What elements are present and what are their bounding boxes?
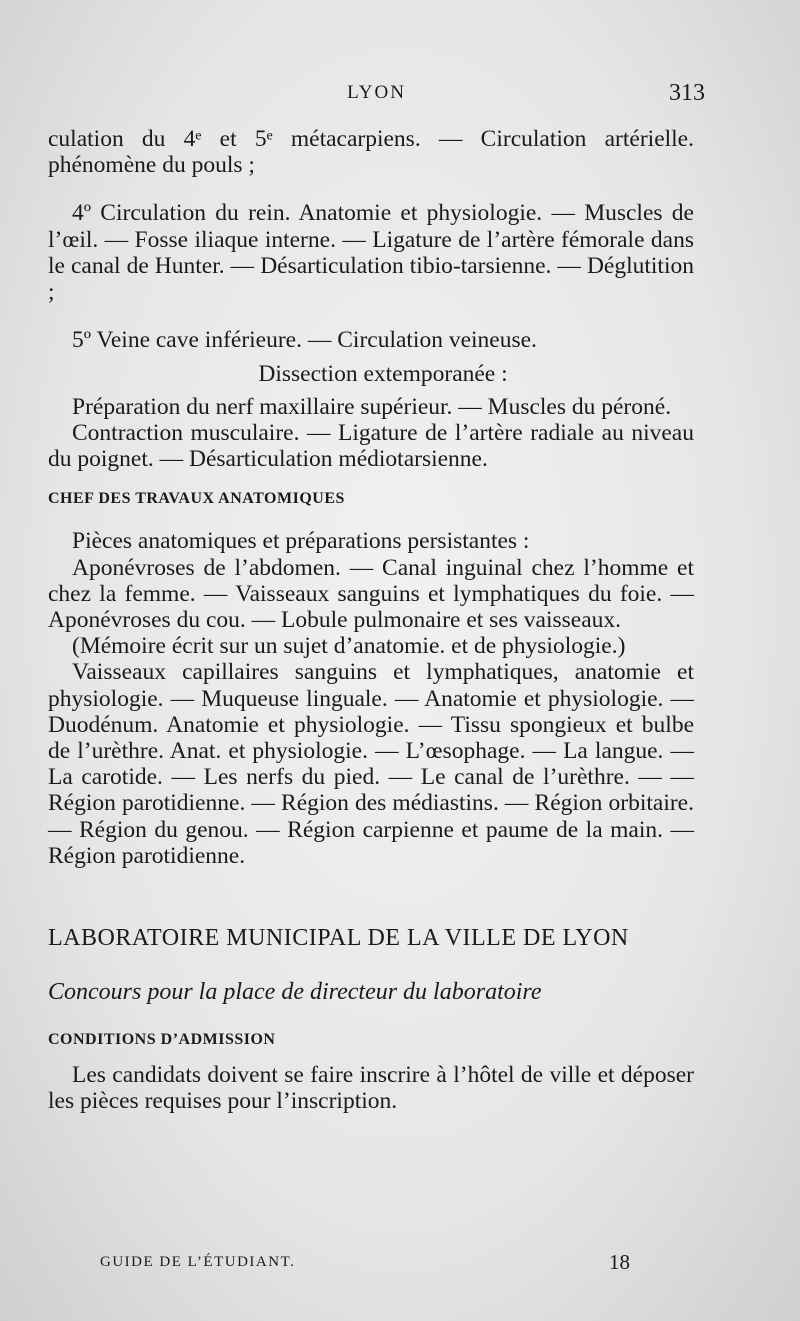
section-heading-chef: CHEF DES TRAVAUX ANATOMIQUES bbox=[48, 490, 345, 508]
paragraph: Pièces anatomiques et préparations persistantes : bbox=[72, 528, 530, 555]
page-body bbox=[48, 126, 694, 1114]
paragraph: Préparation du nerf maxillaire supérieur. — Muscles du péroné. bbox=[72, 393, 672, 420]
conditions-heading: CONDITIONS D’ADMISSION bbox=[48, 1031, 276, 1049]
footer-title: GUIDE DE L’ÉTUDIANT. bbox=[100, 1254, 296, 1270]
paragraph: Contraction musculaire. — Ligature de l’artère radiale au niveau du poignet. — Désarticulation médiotarsienne. bbox=[48, 419, 694, 473]
page-number: 313 bbox=[669, 80, 705, 106]
signature-mark: 18 bbox=[609, 1250, 630, 1274]
section-heading-laboratoire: LABORATOIRE MUNICIPAL DE LA VILLE DE LYON bbox=[48, 925, 629, 952]
paragraph: Vaisseaux capillaires sanguins et lymphatiques, anatomie et physiologie. — Muqueuse linguale. — Anatomie et physiologie. — Duodénum. Anatomie et physiologie. — Tissu spongieux et bulbe de l’urèthre. Anat. et physiologie. — L’œsophage. — La langue. — La carotide. — Les nerfs du pied. — Le canal de l’urèthre. — — Région parotidienne. — Région des médiastins. — Région orbitaire. — Région du genou. — Région carpienne et paume de la main. — Région parotidienne. bbox=[48, 659, 694, 869]
running-title: LYON bbox=[347, 82, 406, 103]
subheading-dissection: Dissection extemporanée : bbox=[258, 361, 508, 388]
paragraph: (Mémoire écrit sur un sujet d’anatomie. et de physiologie.) bbox=[72, 633, 626, 660]
running-header bbox=[48, 82, 705, 110]
page-footer bbox=[100, 1250, 630, 1280]
paragraph: Les candidats doivent se faire inscrire à l’hôtel de ville et déposer les pièces requises pour l’inscription. bbox=[48, 1061, 694, 1114]
paragraph: Aponévroses de l’abdomen. — Canal inguinal chez l’homme et chez la femme. — Vaisseaux sanguins et lymphatiques du foie. — Aponévroses du cou. — Lobule pulmonaire et ses vaisseaux. bbox=[48, 554, 694, 634]
paragraph: culation du 4ᵉ et 5ᵉ métacarpiens. — Circulation artérielle. phénomène du pouls ; bbox=[48, 126, 694, 179]
paragraph: 5º Veine cave inférieure. — Circulation veineuse. bbox=[72, 327, 537, 354]
paragraph: 4º Circulation du rein. Anatomie et physiologie. — Muscles de l’œil. — Fosse iliaque interne. — Ligature de l’artère fémorale dans le canal de Hunter. — Désarticulation tibio-tarsienne. — Déglutition ; bbox=[48, 200, 694, 306]
section-subheading-concours: Concours pour la place de directeur du laboratoire bbox=[48, 979, 542, 1006]
